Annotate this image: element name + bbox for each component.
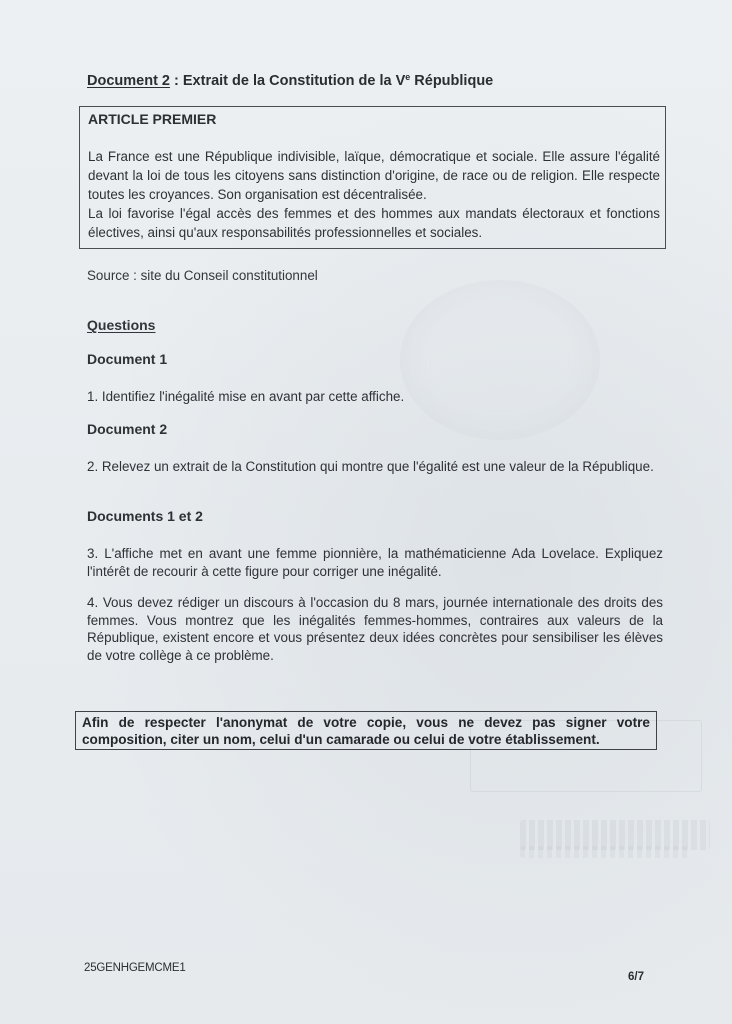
exam-code: 25GENHGEMCME1 bbox=[84, 962, 186, 974]
article-paragraph: La loi favorise l'égal accès des femmes et des hommes aux mandats électoraux et fonctions électives, ainsi qu'aux responsabilités professionnelles et sociales. bbox=[88, 206, 660, 240]
notice-line: Afin de respecter l'anonymat de votre copie, vous ne devez pas signer votre bbox=[82, 715, 650, 730]
notice-line: composition, citer un nom, celui d'un camarade ou celui de votre établissement. bbox=[82, 732, 600, 747]
document-title-text: : Extrait de la Constitution de la V bbox=[170, 73, 406, 89]
question-item: 4. Vous devez rédiger un discours à l'occasion du 8 mars, journée internationale des droits des femmes. Vous montrez que les inégalités femmes-hommes, contraires aux valeurs de la République, existent encore et vous présentez deux idées concrètes pour sensibiliser les élèves de votre collège à ce problème. bbox=[87, 595, 663, 663]
section-heading: Documents 1 et 2 bbox=[87, 508, 203, 524]
article-text bbox=[88, 147, 660, 242]
bleed-through-shape bbox=[400, 280, 600, 440]
source-citation: Source : site du Conseil constitutionnel bbox=[87, 268, 318, 283]
question-item: 3. L'affiche met en avant une femme pionnière, la mathématicienne Ada Lovelace. Expliquez l'intérêt de recourir à cette figure pour corriger une inégalité. bbox=[87, 546, 663, 579]
document-label: Document 2 bbox=[87, 73, 170, 89]
ordinal-superscript: e bbox=[405, 72, 411, 82]
page-number: 6/7 bbox=[628, 971, 644, 983]
document-title-suffix: République bbox=[410, 73, 494, 89]
document-title bbox=[87, 72, 493, 89]
article-heading: ARTICLE PREMIER bbox=[88, 111, 217, 127]
section-heading: Document 2 bbox=[87, 421, 168, 437]
article-box bbox=[79, 106, 666, 249]
section-heading: Document 1 bbox=[87, 351, 168, 367]
anonymity-notice bbox=[75, 711, 657, 750]
bleed-through-text bbox=[520, 820, 710, 850]
question-item: 2. Relevez un extrait de la Constitution qui montre que l'égalité est une valeur de la République. bbox=[87, 459, 654, 474]
questions-title: Questions bbox=[87, 317, 156, 333]
question-item: 1. Identifiez l'inégalité mise en avant par cette affiche. bbox=[87, 389, 405, 404]
article-paragraph: La France est une République indivisible, laïque, démocratique et sociale. Elle assure l'égalité devant la loi de tous les citoyens sans distinction d'origine, de race ou de religion. Elle respecte toutes les croyances. Son organisation est décentralisée. bbox=[88, 149, 660, 202]
bleed-through-text bbox=[520, 846, 690, 858]
